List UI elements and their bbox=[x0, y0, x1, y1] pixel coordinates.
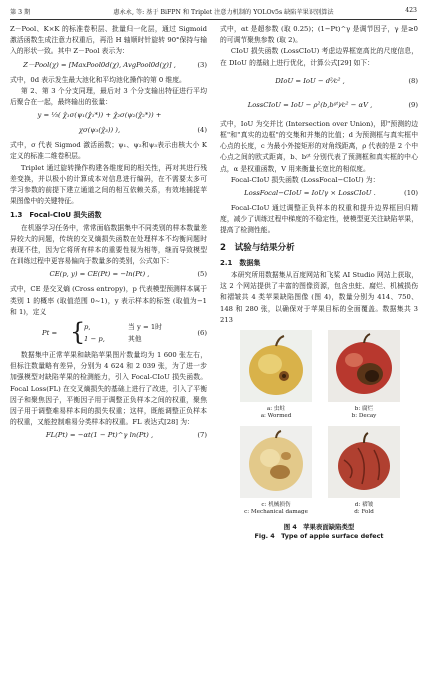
equation-number: (10) bbox=[404, 189, 418, 198]
equation-body: CE(p, y) = CE(Pt) = −ln(Pt) , bbox=[49, 270, 150, 279]
equation-body: LossFocal−CIoU = IoUγ × LossCIoU . bbox=[244, 189, 376, 198]
photo-damaged-apple bbox=[240, 426, 312, 498]
subcaption-cn: a: 虫蛀 bbox=[266, 406, 286, 413]
photo-decayed-apple bbox=[328, 330, 400, 402]
equation-body: y = ⅓( χ̂₁σ(ψ₁(χ̂₁*)) + χ̂₂σ(ψ₂(χ̂₂*)) + bbox=[37, 111, 162, 120]
issue-number: 第 3 期 bbox=[10, 9, 31, 16]
subcaption-d bbox=[319, 502, 409, 516]
figure-caption-cn: 图 4 苹果表面缺陷类型 bbox=[283, 523, 355, 532]
equation-number: (4) bbox=[197, 126, 207, 135]
paragraph: 在机器学习任务中，常常面临数据集中不同类别的样本数量差异较大的问题，传统的交叉熵损失函数在处理样本不均衡问题时表现不佳，因为它将所有样本的重要性视为相等，继而导致模型在训练过程中更容易偏向于数量多的类别，公式如下： bbox=[10, 223, 207, 266]
equation-8 bbox=[220, 71, 418, 93]
equation-number: (7) bbox=[197, 431, 207, 440]
paragraph: Focal-CIoU 通过调整正负样本的权重和提升边界框回归精度，减少了训练过程中梯度的不稳定性，使模型更关注缺陷苹果，提高了检测性能。 bbox=[220, 204, 418, 235]
right-column bbox=[220, 24, 418, 562]
case-condition: 当 y = 1时 bbox=[128, 323, 162, 332]
paragraph: CIoU 损失函数 (LossCIoU) 考虑边界框宽高比的尺度信息，在 DIoU 的基础上进行优化，计算公式[29] 如下： bbox=[220, 47, 418, 67]
paragraph: 本研究所用数据集从百度网站和飞桨 AI Studio 网站上获取，这 2 个网站提供了丰富的图像资源，包含虫蛀、腐烂、机械损伤和褶皱共 4 类苹果缺陷图像 (图 4)，数量分别为 414、750、148 和 280 张，以确保对于苹果目标的全面覆盖。数据集共 3 213 bbox=[220, 271, 418, 324]
section-heading-2-1: 2.1 数据集 bbox=[220, 258, 261, 267]
subcaption-en: a: Wormed bbox=[260, 413, 292, 420]
brace-glyph: { bbox=[70, 318, 86, 347]
equation-4-line-2 bbox=[10, 125, 207, 138]
subcaption-cn: c: 机械损伤 bbox=[261, 502, 291, 509]
equation-10 bbox=[220, 188, 418, 201]
subcaption-c bbox=[231, 502, 321, 516]
subcaption-b bbox=[319, 406, 409, 420]
figure-4 bbox=[220, 330, 418, 562]
equation-number: (8) bbox=[408, 76, 418, 85]
equation-body: FL(Pt) = −αt(1 − Pt)^γ ln(Pt) , bbox=[45, 431, 154, 440]
paragraph: Focal-CIoU 损失函数 (LossFocal−CIoU) 为： bbox=[230, 175, 380, 184]
subcaption-en: c: Mechanical damage bbox=[244, 509, 308, 516]
section-heading-2: 2 试验与结果分析 bbox=[220, 242, 295, 253]
running-title: 惠永永, 等: 基于 BiFPN 和 Triplet 注意力机制的 YOLOv5s 缺陷苹果识别算法 bbox=[113, 9, 334, 16]
page-number: 423 bbox=[405, 7, 417, 14]
case-value: 1 − p, bbox=[84, 335, 105, 344]
subcaption-en: d: Fold bbox=[354, 509, 374, 516]
apple-damage-icon bbox=[240, 426, 312, 498]
case-condition: 其他 bbox=[128, 335, 142, 344]
subcaption-cn: b: 腐烂 bbox=[354, 406, 374, 413]
equation-number: (6) bbox=[197, 329, 207, 338]
paragraph: 数据集中正常苹果和缺陷苹果图片数量均为 1 600 张左右，但标注数量略有差异，分别为 4 624 和 2 039 张，为了进一步加强模型对缺陷苹果的检测能力，引入 Focal-CIoU 损失函数。Focal Loss(FL) 在交叉熵损失的基础上进行了改进，引入了平衡因子和聚焦因子，平衡因子用于调整正负样本之间的权重，聚焦因子用于调整难易样本间的损失权重；这样，既能调整正负样本的权重，又能控制难易分类样本的权重。FL 表达式[28] 为： bbox=[10, 351, 207, 427]
subcaption-en: b: Decay bbox=[351, 413, 377, 420]
subcaption-cn: d: 褶皱 bbox=[354, 502, 374, 509]
case-value: p, bbox=[84, 323, 91, 332]
figure-caption bbox=[220, 523, 418, 541]
equation-number: (9) bbox=[408, 100, 418, 109]
apple-fold-icon bbox=[328, 426, 400, 498]
equation-3 bbox=[10, 60, 207, 73]
photo-wormed-apple bbox=[240, 330, 312, 402]
paragraph: 式中，CE 是交叉熵 (Cross entropy)，p 代表模型预测样本属于类别 1 的概率 (取值范围 0~1)，y 表示样本的标签 (取值为−1 和 1)，定义 bbox=[10, 285, 207, 316]
apple-wormed-icon bbox=[240, 330, 312, 402]
paragraph: 式中，IoU 为交并比 (Intersection over Union)，即"预测的边框"和"真实的边框"的交集和并集的比值；d 为预测框与真实框中心点的长度，c 为最小外接矩形的对角线距离，ρ 代表的是 2 个中心点之间的欧式距离，b、bᵍᵗ 分别代表了预测框和真实框的中心点，α 是权重函数，V 用来衡量长宽比的相似度。 bbox=[220, 119, 418, 173]
subcaption-a bbox=[231, 406, 321, 420]
paragraph: 式中，αt 是超参数 (取 0.25)；(1−Pt)^γ 是调节因子，γ 是≥0 的可调节聚焦参数 (取 2)。 bbox=[220, 25, 418, 45]
paragraph: 式中，σ 代表 Sigmod 激活函数；ψ₁、ψ₂和ψ₃表示由核大小 K 定义的标准二维卷积层。 bbox=[10, 141, 207, 161]
equation-number: (5) bbox=[197, 270, 207, 279]
equation-body: LossCIoU = IoU − ρ²(b,bᵍᵗ)⁄c² − αV , bbox=[247, 100, 373, 109]
paragraph: 式中，0d 表示发生最大池化和平均池化操作的第 0 维度。 bbox=[10, 75, 186, 84]
apple-decay-icon bbox=[328, 330, 400, 402]
equation-body: Z－Pool(χ) = [MaxPool0d(χ), AvgPool0d(χ)] , bbox=[23, 60, 176, 69]
paragraph: Z－Pool、K×K 的标准卷积层、批量归一化层，通过 Sigmoid 激活函数生成注意力权重后，再沿 H 轴顺时针旋转 90°保持与输入的形状一致。其中 Z－Pool 表示为： bbox=[10, 25, 207, 56]
equation-lhs: Pt = bbox=[42, 329, 58, 338]
section-heading-1-3: 1.3 Focal-CIoU 损失函数 bbox=[10, 211, 102, 220]
equation-5 bbox=[10, 269, 207, 282]
left-column bbox=[10, 24, 207, 445]
photo-folded-apple bbox=[328, 426, 400, 498]
equation-4-line-1 bbox=[10, 110, 207, 123]
paragraph: Triplet 通过旋转操作构建各维度间的相关性，再对其进行残差变换，并以极小的计算成本对信息进行编码，在不需要太多可学习参数的前提下建立通道之间的相互依赖关系，有效地捕捉苹果图像中的关键特征。 bbox=[10, 163, 207, 206]
equation-7 bbox=[10, 430, 207, 443]
figure-caption-en: Fig. 4 Type of apple surface defect bbox=[254, 532, 384, 541]
equation-body: DIoU = IoU − d²⁄c² , bbox=[275, 76, 345, 85]
equation-number: (3) bbox=[197, 60, 207, 69]
running-header bbox=[10, 7, 417, 20]
paragraph: 第 2、第 3 个分支同理，最后对 3 个分支输出特征进行平均后聚合在一起，最终输出的张量： bbox=[10, 86, 207, 107]
equation-6 bbox=[10, 318, 207, 347]
equation-body: χσ(ψ₃(χ̂₃)) ), bbox=[78, 126, 121, 135]
equation-9 bbox=[220, 95, 418, 117]
